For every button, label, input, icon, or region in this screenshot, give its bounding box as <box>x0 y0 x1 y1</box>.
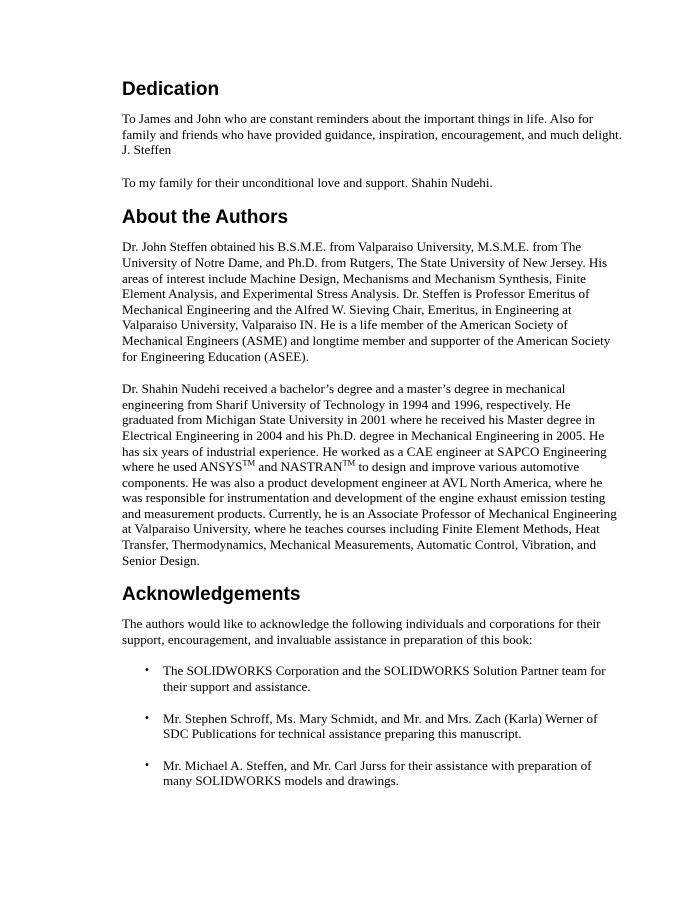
about-authors-section <box>122 206 622 568</box>
author-bio-steffen: Dr. John Steffen obtained his B.S.M.E. from Valparaiso University, M.S.M.E. from The University of Notre Dame, and Ph.D. from Rutgers, The State University of New Jersey. His areas of interest include Machine Design, Mechanisms and Mechanism Synthesis, Finite Element Analysis, and Experimental Stress Analysis. Dr. Steffen is Professor Emeritus of Mechanical Engineering and the Alfred W. Sieving Chair, Emeritus, in Engineering at Valparaiso University, Valparaiso IN. He is a life member of the American Society of Mechanical Engineers (ASME) and longtime member and supporter of the American Society for Engineering Education (ASEE). <box>122 239 611 364</box>
about-authors-heading: About the Authors <box>122 207 289 229</box>
dedication-heading: Dedication <box>122 79 220 100</box>
list-item-text: Mr. Stephen Schroff, Ms. Mary Schmidt, and Mr. and Mrs. Zach (Karla) Werner of SDC Publications for technical assistance preparing this manuscript. <box>163 710 598 742</box>
list-item <box>122 663 622 694</box>
acknowledgements-section <box>122 583 622 789</box>
trademark-superscript: TM <box>342 457 356 468</box>
dedication-section <box>122 78 622 190</box>
trademark-superscript: TM <box>242 457 256 468</box>
list-item-text: The SOLIDWORKS Corporation and the SOLIDWORKS Solution Partner team for their support and assistance. <box>163 663 606 695</box>
list-item <box>122 711 622 742</box>
author-bio-nudehi-text: to design and improve various automotive components. He was also a product development engineer at AVL North America, where he was responsible for instrumentation and development of the engine exhaust emission testing and measurement products. Currently, he is an Associate Professor of Mechanical Engineering at Valparaiso University, where he teaches courses including Finite Element Methods, Heat Transfer, Thermodynamics, Mechanical Measurements, Automatic Control, Vibration, and Senior Design. <box>122 459 617 568</box>
acknowledgements-heading: Acknowledgements <box>122 584 301 606</box>
list-item <box>122 758 622 789</box>
author-bio-nudehi-text: and NASTRAN <box>255 459 343 475</box>
dedication-paragraph-nudehi: To my family for their unconditional love and support. Shahin Nudehi. <box>122 174 493 190</box>
document-page <box>122 78 622 805</box>
list-item-text: Mr. Michael A. Steffen, and Mr. Carl Jurss for their assistance with preparation of many SOLIDWORKS models and drawings. <box>163 757 592 789</box>
bullet-icon: • <box>144 665 150 677</box>
acknowledgements-list <box>122 663 622 789</box>
dedication-paragraph: To James and John who are constant reminders about the important things in life. Also for family and friends who have provided guidance, inspiration, encouragement, and much delight. J. Steffen <box>122 111 622 158</box>
author-bio-nudehi <box>122 381 622 568</box>
acknowledgements-intro: The authors would like to acknowledge the following individuals and corporations for their support, encouragement, and invaluable assistance in preparation of this book: <box>122 616 601 647</box>
bullet-icon: • <box>144 759 150 771</box>
bullet-icon: • <box>144 712 150 724</box>
author-bio-nudehi-text: Dr. Shahin Nudehi received a bachelor’s degree and a master’s degree in mechanical engineering from Sharif University of Technology in 1994 and 1996, respectively. He graduated from Michigan State University in 2001 where he received his Master degree in Electrical Engineering in 2004 and his Ph.D. degree in Mechanical Engineering in 2005. He has six years of industrial experience. He worked as a CAE engineer at SAPCO Engineering where he used ANSYS <box>122 381 607 475</box>
